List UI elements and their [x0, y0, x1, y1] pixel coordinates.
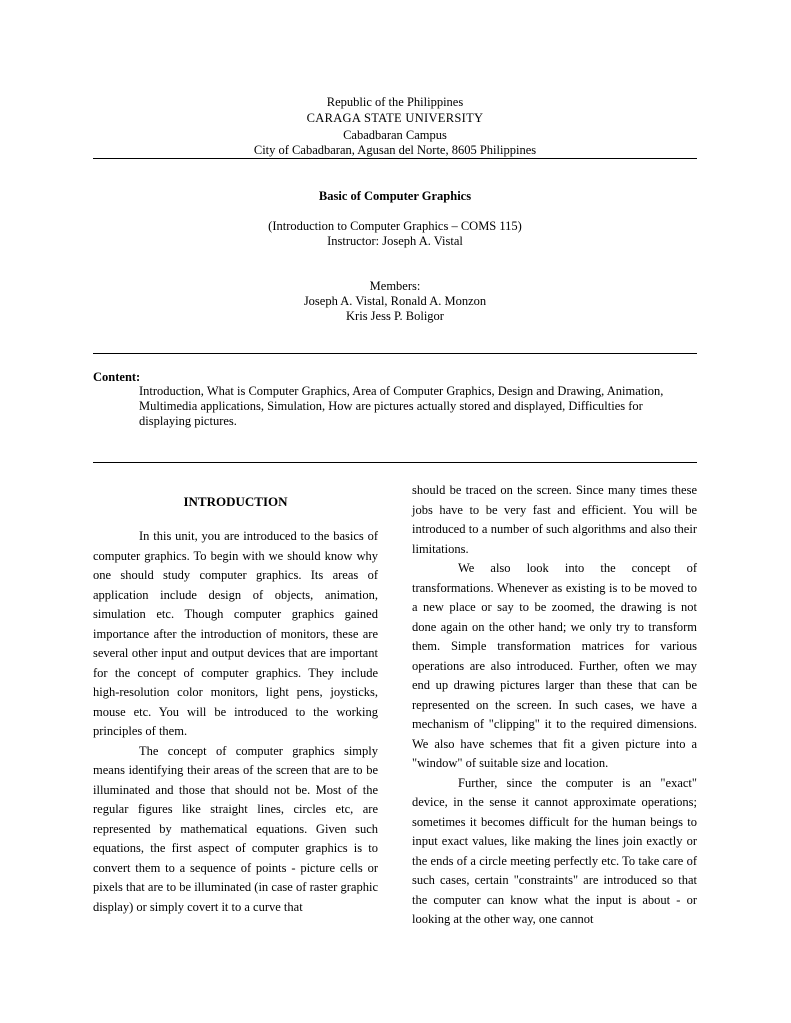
right-paragraph-1: should be traced on the screen. Since many times these jobs have to be very fast and efficient. You will be introduced to a number of such algorithms and also their limitations.: [412, 483, 697, 556]
members-label: Members:: [369, 279, 421, 293]
left-column: [93, 527, 378, 917]
document-title: Basic of Computer Graphics: [318, 189, 472, 203]
members-line-1: Joseph A. Vistal, Ronald A. Monzon: [303, 294, 487, 308]
header-address: City of Cabadbaran, Agusan del Norte, 8605 Philippines: [253, 143, 537, 157]
instructor: Instructor: Joseph A. Vistal: [327, 234, 463, 248]
members-line-2: Kris Jess P. Boligor: [346, 309, 444, 323]
header-campus: Cabadbaran Campus: [343, 128, 447, 142]
content-top-divider: [93, 353, 697, 354]
content-text: Introduction, What is Computer Graphics, Area of Computer Graphics, Design and Drawing, Animation, Multimedia applications, Simulation, How are pictures actually stored and displayed, Difficulties for displaying pictures.: [139, 384, 664, 428]
intro-paragraph-2: The concept of computer graphics simply means identifying their areas of the screen that are to be illuminated and those that should not be. Most of the regular figures like straight lines, circles etc, are represented by mathematical equations. Given such equations, the first aspect of computer graphics is to convert them to a sequence of points - picture cells or pixels that are to be illuminated (in case of raster graphic display) or simply covert it to a curve that: [93, 743, 378, 914]
right-paragraph-2: We also look into the concept of transformations. Whenever as existing is to be moved to a new place or say to be zoomed, the drawing is not done again on the other hand; we only try to transform them. Simple transformation matrices for various operations are also introduced. Further, often we may end up drawing pictures larger than these that can be represented on the screen. In such cases, we have a mechanism of "clipping" it to the required dimensions. We also have schemes that fit a given picture into a "window" of suitable size and location.: [412, 561, 697, 770]
header-divider: [93, 158, 697, 159]
course-name: (Introduction to Computer Graphics – COMS 115): [268, 219, 522, 233]
intro-paragraph-1: In this unit, you are introduced to the basics of computer graphics. To begin with we should know why one should study computer graphics. Its areas of application include design of objects, animation, simulation etc. Though computer graphics gained importance after the introduction of monitors, these are several other input and output devices that are important for the concept of computer graphics. They include high-resolution color monitors, light pens, joysticks, mouse etc. You will be introduced to the working principles of them.: [93, 529, 378, 738]
right-column: [412, 481, 697, 930]
introduction-heading: INTRODUCTION: [183, 494, 288, 509]
header-country: Republic of the Philippines: [326, 95, 464, 109]
content-label: Content:: [93, 370, 141, 384]
header-university: CARAGA STATE UNIVERSITY: [306, 111, 484, 125]
right-paragraph-3: Further, since the computer is an "exact" device, in the sense it cannot approximate operations; sometimes it becomes difficult for the human beings to input exact values, like making the lines join exactly or the ends of a circle meeting perfectly etc. To take care of such cases, certain "constraints" are introduced so that the computer can know what the input is about - or looking at the other way, one cannot: [412, 775, 697, 926]
content-bottom-divider: [93, 462, 697, 463]
